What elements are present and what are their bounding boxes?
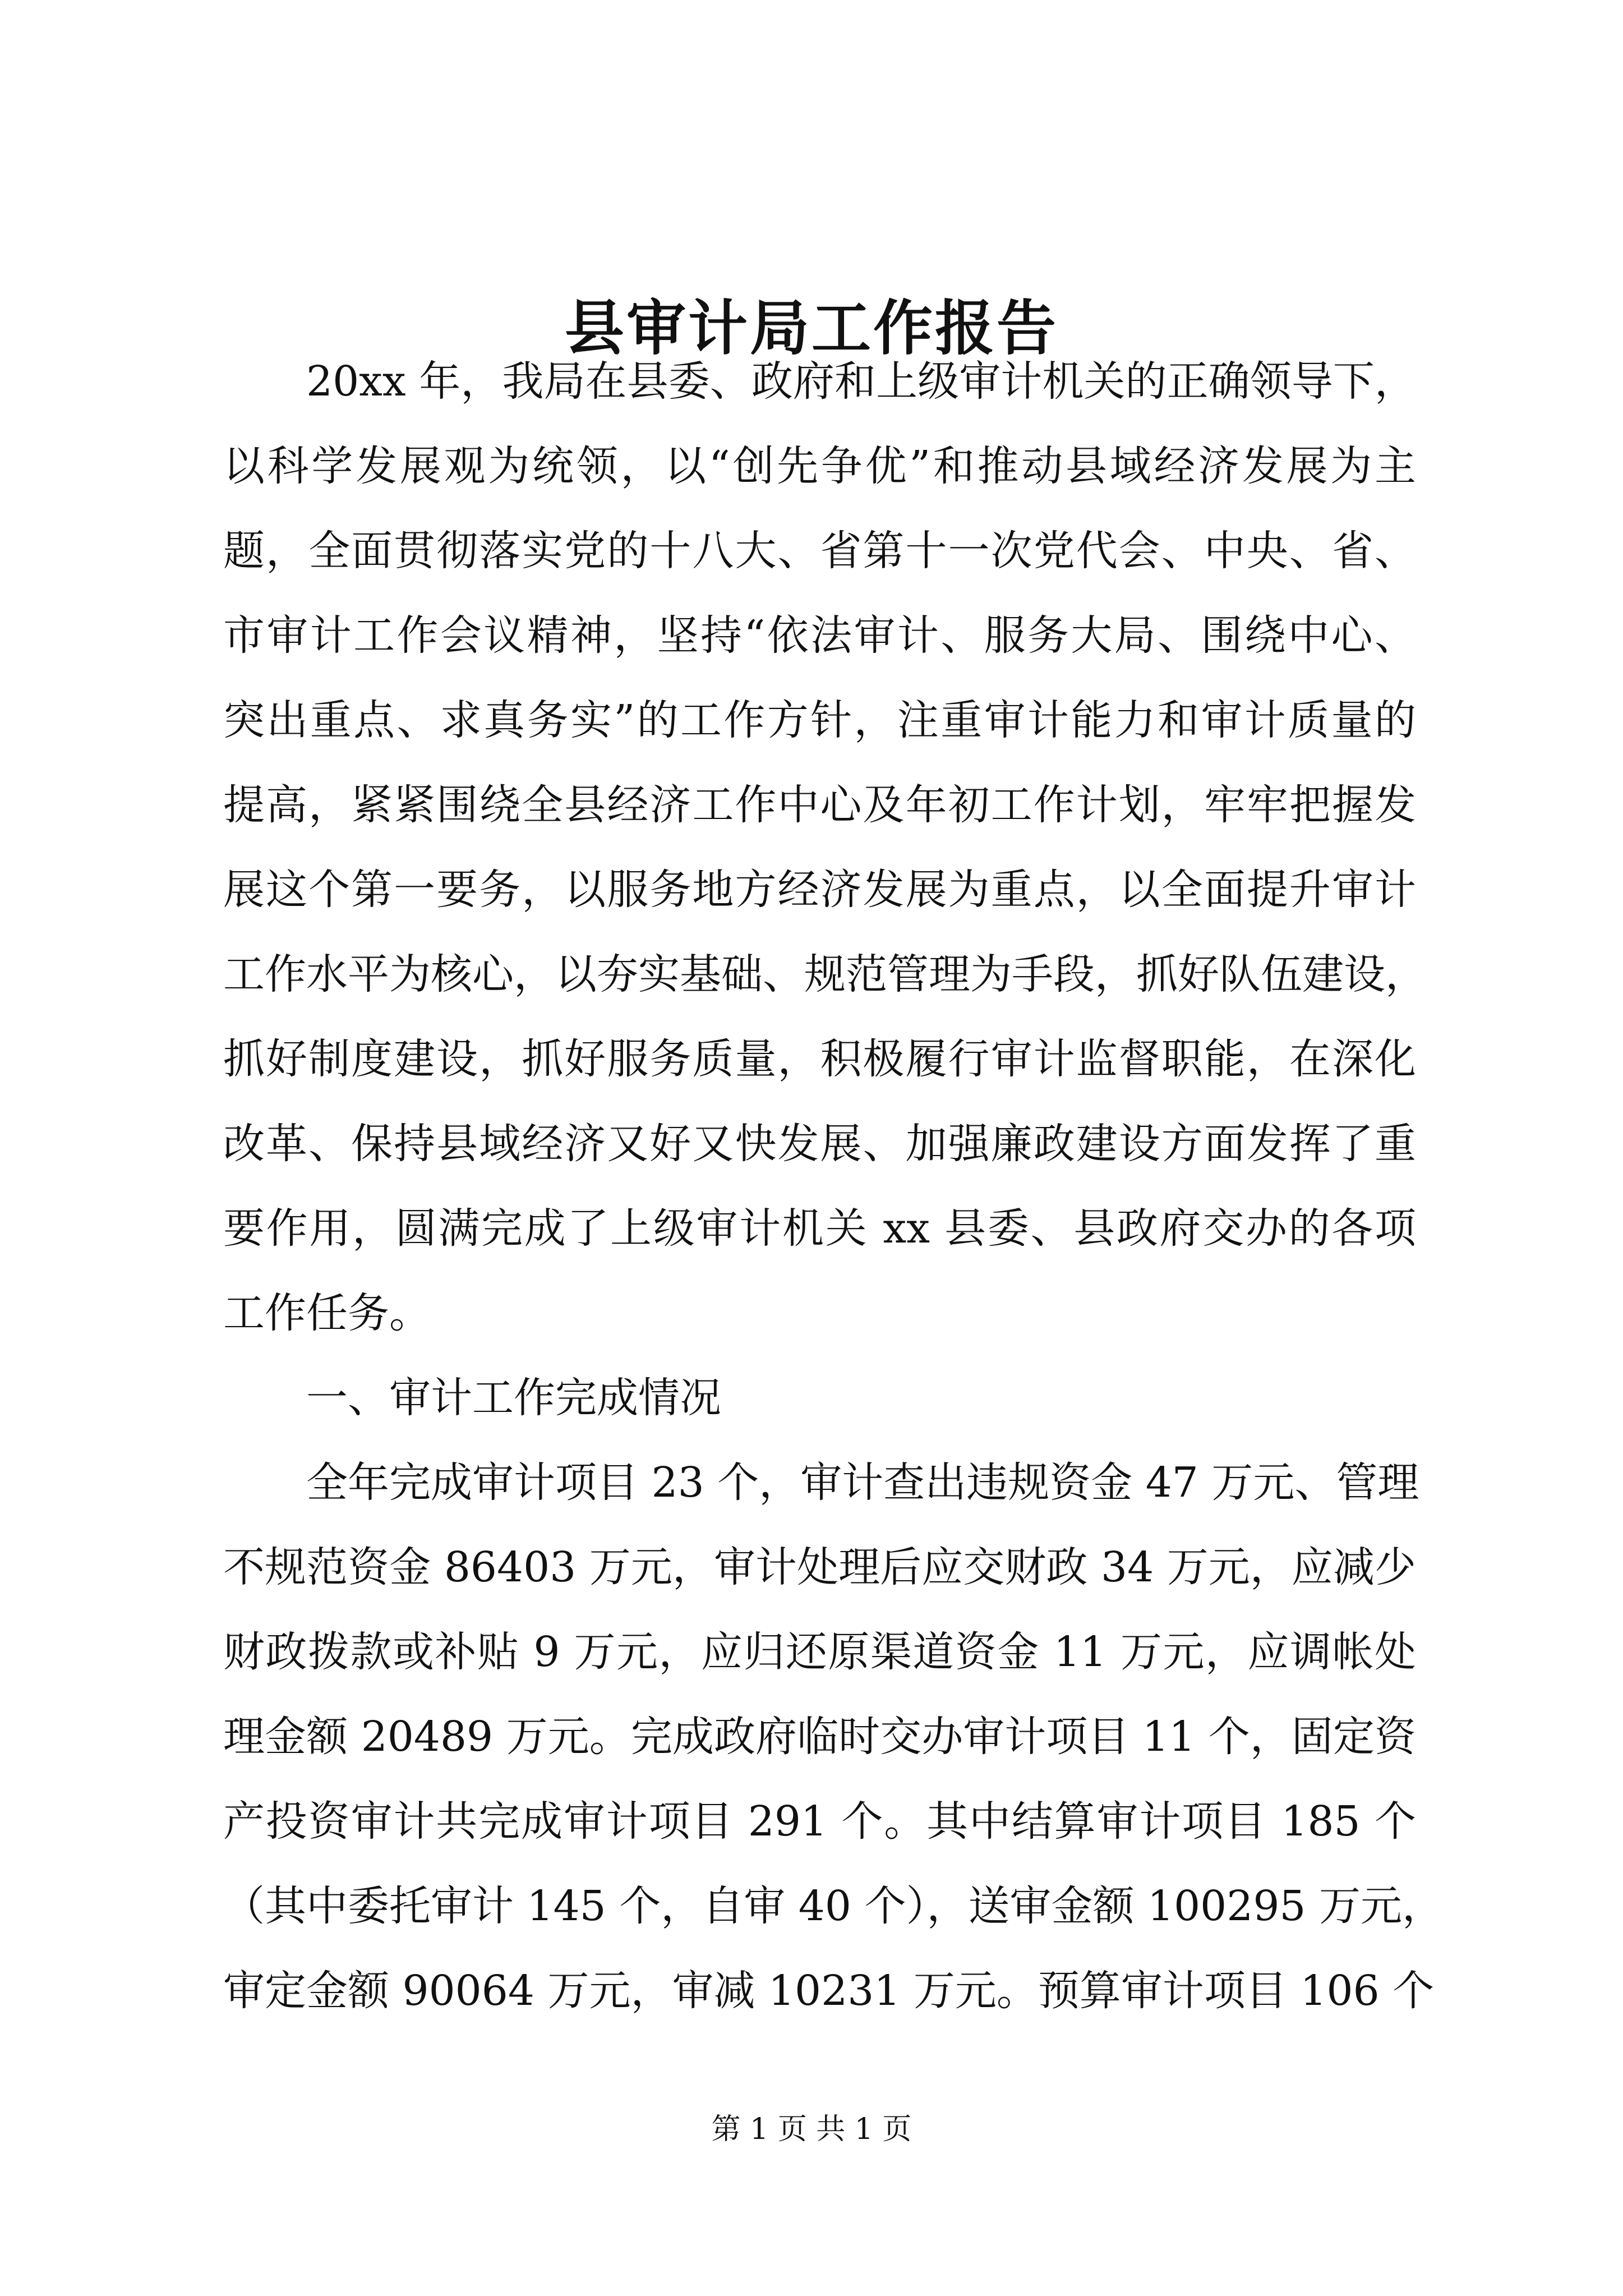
paragraph-line: 不规范资金 86403 万元，审计处理后应交财政 34 万元，应减少 bbox=[223, 1543, 1416, 1591]
paragraph-line: 理金额 20489 万元。完成政府临时交办审计项目 11 个，固定资 bbox=[223, 1713, 1416, 1761]
paragraph-line: 抓好制度建设，抓好服务质量，积极履行审计监督职能，在深化 bbox=[223, 1035, 1416, 1083]
paragraph-line: （其中委托审计 145 个，自审 40 个），送审金额 100295 万元， bbox=[223, 1882, 1444, 1930]
page-footer: 第 1 页 共 1 页 bbox=[711, 2113, 912, 2146]
paragraph-line: 工作水平为核心，以夯实基础、规范管理为手段，抓好队伍建设， bbox=[223, 950, 1427, 999]
paragraph-line: 市审计工作会议精神，坚持“依法审计、服务大局、围绕中心、 bbox=[223, 611, 1416, 660]
paragraph-line: 要作用，圆满完成了上级审计机关 xx 县委、县政府交办的各项 bbox=[223, 1204, 1416, 1253]
section-heading: 一、审计工作完成情况 bbox=[306, 1374, 721, 1422]
paragraph-line: 突出重点、求真务实”的工作方针，注重审计能力和审计质量的 bbox=[223, 696, 1416, 744]
paragraph-line: 20xx 年，我局在县委、政府和上级审计机关的正确领导下， bbox=[306, 357, 1416, 406]
paragraph-line: 提高，紧紧围绕全县经济工作中心及年初工作计划，牢牢把握发 bbox=[223, 781, 1416, 829]
paragraph-line: 财政拨款或补贴 9 万元，应归还原渠道资金 11 万元，应调帐处 bbox=[223, 1628, 1416, 1676]
paragraph-line: 审定金额 90064 万元，审减 10231 万元。预算审计项目 106 个 bbox=[223, 1967, 1435, 2015]
paragraph-line: 全年完成审计项目 23 个，审计查出违规资金 47 万元、管理 bbox=[306, 1458, 1419, 1507]
paragraph-line: 以科学发展观为统领，以“创先争优”和推动县域经济发展为主 bbox=[223, 442, 1416, 490]
paragraph-line: 改革、保持县域经济又好又快发展、加强廉政建设方面发挥了重 bbox=[223, 1120, 1416, 1168]
paragraph-line: 题，全面贯彻落实党的十八大、省第十一次党代会、中央、省、 bbox=[223, 527, 1416, 575]
document-title: 县审计局工作报告 bbox=[565, 293, 1058, 363]
paragraph-line: 产投资审计共完成审计项目 291 个。其中结算审计项目 185 个 bbox=[223, 1797, 1416, 1846]
paragraph-line: 工作任务。 bbox=[223, 1289, 431, 1337]
paragraph-line: 展这个第一要务，以服务地方经济发展为重点，以全面提升审计 bbox=[223, 866, 1416, 914]
